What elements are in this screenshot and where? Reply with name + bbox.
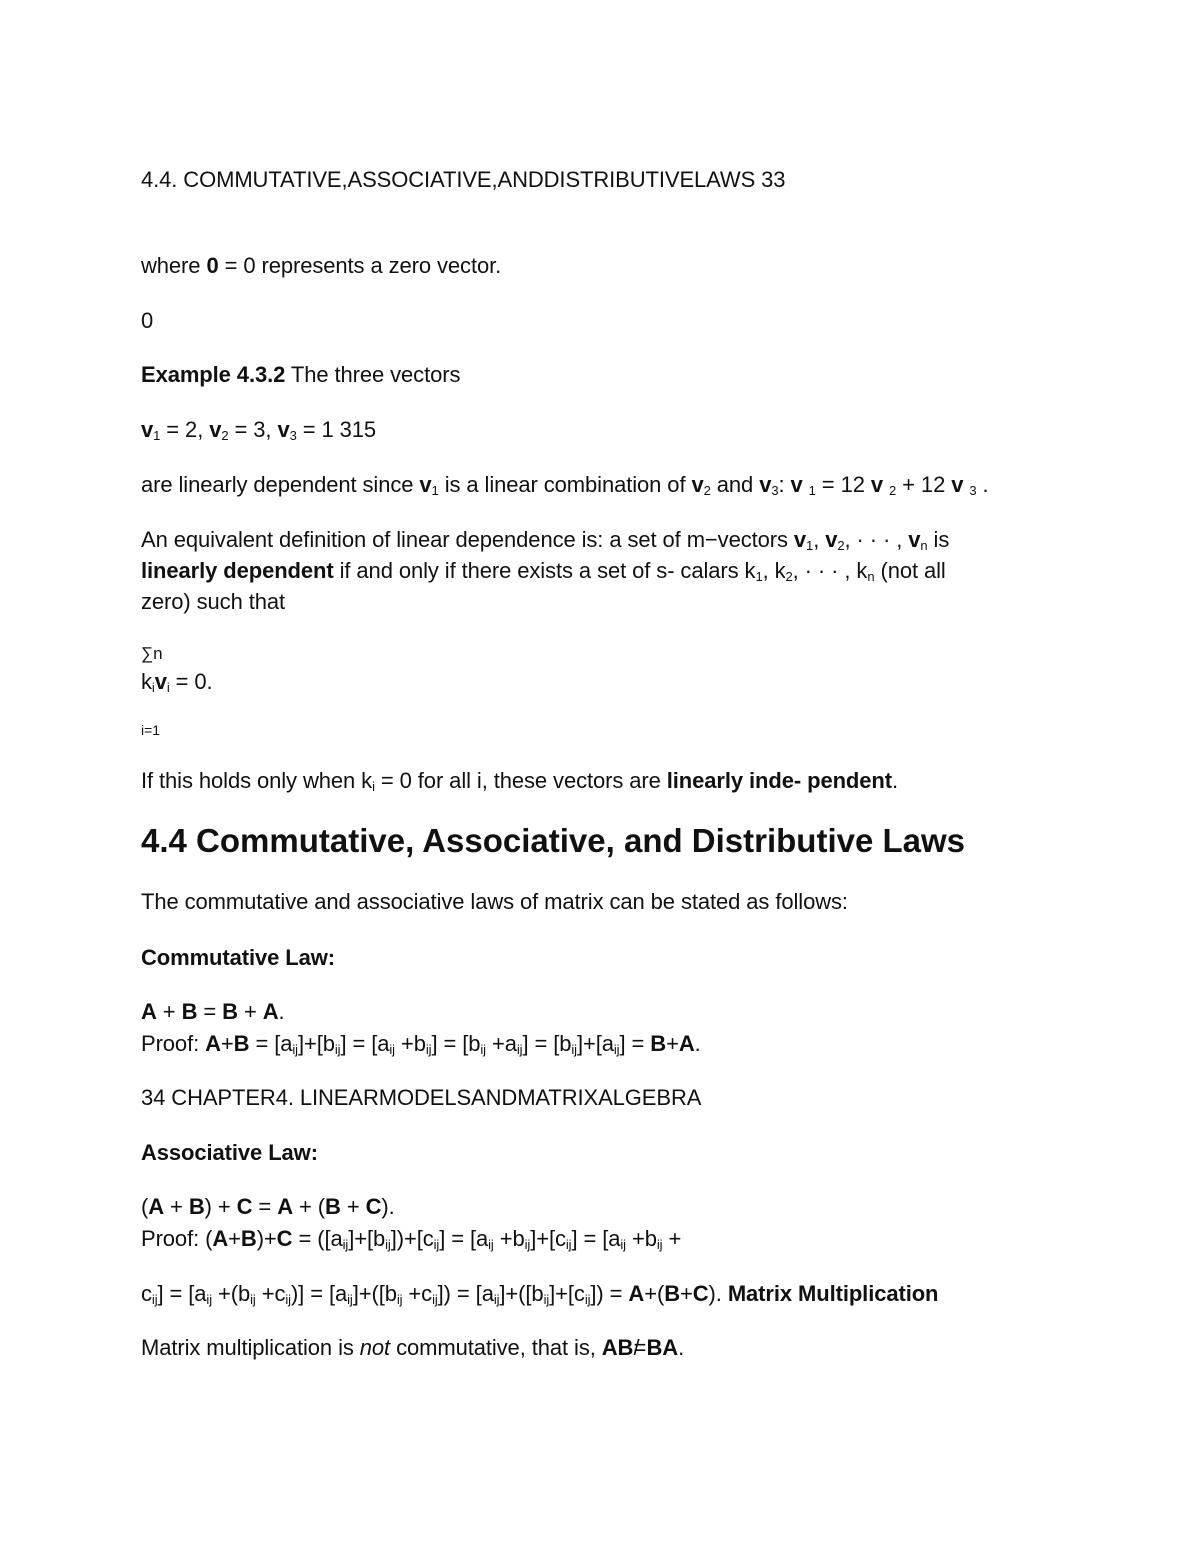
sum-sigma: ∑n	[141, 644, 163, 663]
matrix-multiplication-line: Matrix multiplication is not commutative, that is, AB /= BA.	[141, 1335, 685, 1360]
associative-proof-line-2: $c_{ij}] = [a_{ij} +(b_{ij} +c_{ij})] = [a_{ij}]+([b_{ij} +c_{ij}]) = [a_{ij}]+([b_{ij}]+[c_{ij}]) = A+(B+C)$. Matrix Multiplication	[141, 1281, 939, 1307]
sum-lower-limit: i=1	[141, 722, 161, 738]
independent-line: If this holds only when $k_i = 0$ for all i, these vectors are linearly inde- pendent.	[141, 768, 898, 794]
section-title: 4.4 Commutative, Associative, and Distributive Laws	[141, 822, 966, 859]
linearly-dependent-term: linearly dependent	[141, 558, 334, 583]
matrix-multiplication-title: Matrix Multiplication	[727, 1281, 939, 1306]
equiv-line-2: linearly dependent if and only if there exists a set of s- calars $k_1$, $k_2$, · · · , $k_n$ (not all	[141, 558, 946, 584]
commutative-proof: Proof: $A+B = [a_{ij}]+[b_{ij}] = [a_{ij} +b_{ij}] = [b_{ij} +a_{ij}] = [b_{ij}]+[a_{ij}] = B+A$.	[141, 1031, 701, 1057]
vectors-line: $v_1 = 2$, $v_2 = 3$, $v_3 = 1$ 315	[141, 417, 377, 443]
dependent-line: are linearly dependent since $v_1$ is a linear combination of $v_2$ and $v_3$: v $_1$ = 12 v $_2$ + 12 v $_3$ .	[141, 472, 989, 498]
example-label: Example 4.3.2	[141, 362, 286, 387]
linearly-independent-term: linearly inde- pendent	[666, 768, 892, 793]
commutative-law-title: Commutative Law:	[141, 945, 335, 970]
equiv-line-3: zero) such that	[141, 589, 286, 614]
zero-vector-definition: where 0 = 0 represents a zero vector.	[141, 253, 502, 278]
running-header: 4.4. COMMUTATIVE,ASSOCIATIVE,ANDDISTRIBUTIVELAWS 33	[141, 167, 786, 192]
intro-line: The commutative and associative laws of matrix can be stated as follows:	[141, 889, 848, 914]
associative-law-statement: (A + B) + C = A + (B + C).	[141, 1194, 395, 1219]
lone-zero: 0	[141, 308, 154, 333]
equiv-line-1: An equivalent definition of linear dependence is: a set of m−vectors $v_1$, $v_2$, · · · , $v_n$ is	[141, 527, 950, 553]
associative-law-title: Associative Law:	[141, 1140, 318, 1165]
sum-equation: $k_iv_i = 0$.	[141, 669, 213, 695]
associative-proof-line-1: Proof: $(A+B)+C = ([a_{ij}]+[b_{ij}])+[c_{ij}] = [a_{ij} +b_{ij}]+[c_{ij}] = [a_{ij} +b_{ij}$ +	[141, 1226, 682, 1252]
commutative-law-statement: A + B = B + A.	[141, 999, 285, 1024]
chapter-header: 34 CHAPTER4. LINEARMODELSANDMATRIXALGEBRA	[141, 1085, 702, 1110]
example-line: Example 4.3.2 The three vectors	[141, 362, 461, 387]
